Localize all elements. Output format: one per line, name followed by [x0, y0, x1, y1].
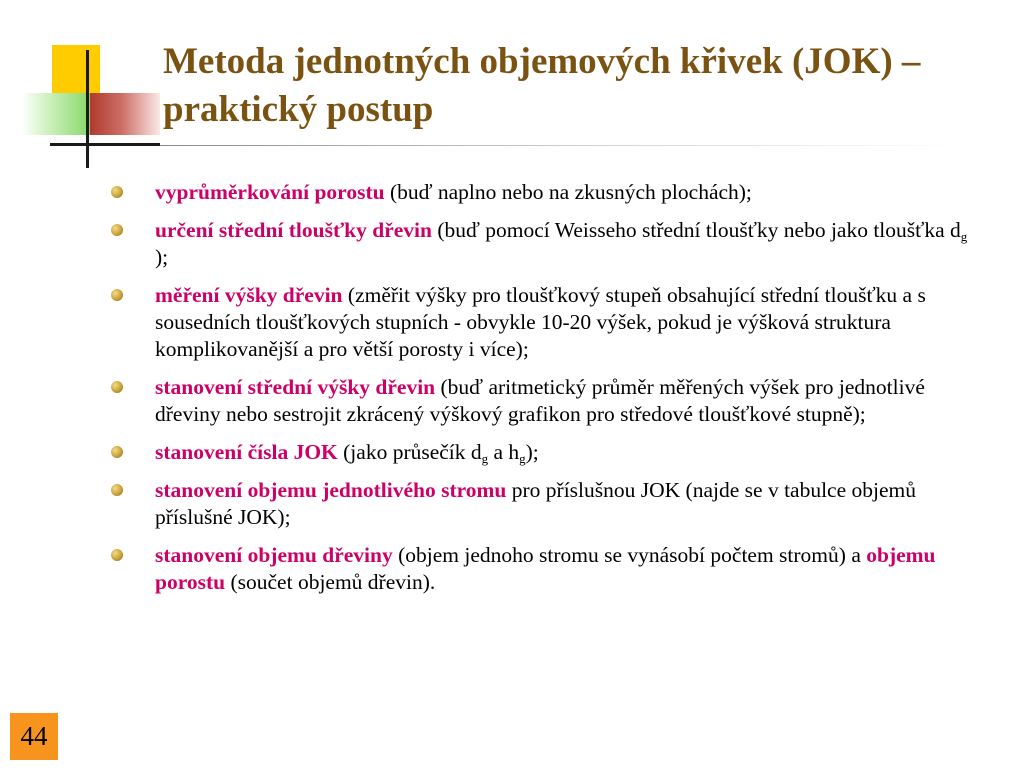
bullet-item — [111, 477, 971, 531]
bullet-detail: ); — [155, 245, 169, 269]
bullet-dot-icon — [111, 446, 123, 458]
bullet-detail: (součet objemů dřevin). — [225, 570, 436, 594]
subscript: g — [960, 229, 968, 244]
bullet-keyword: stanovení objemu jednotlivého stromu — [155, 478, 507, 502]
bullet-item — [111, 282, 971, 363]
bullet-keyword: vyprůměrkování porostu — [155, 180, 385, 204]
decor-red-bar — [90, 93, 160, 135]
bullet-dot-icon — [111, 224, 123, 236]
decor-vertical-line — [86, 50, 89, 168]
bullet-dot-icon — [111, 289, 123, 301]
bullet-keyword: určení střední tloušťky dřevin — [155, 218, 432, 242]
bullet-keyword: stanovení čísla JOK — [155, 440, 338, 464]
bullet-text — [155, 375, 925, 426]
bullet-item — [111, 374, 971, 428]
bullet-item — [111, 179, 971, 206]
bullet-detail: ); — [525, 440, 539, 464]
bullet-keyword: měření výšky dřevin — [155, 283, 343, 307]
bullet-text — [155, 180, 752, 204]
bullet-dot-icon — [111, 381, 123, 393]
subscript: g — [519, 451, 526, 466]
decor-green-bar — [22, 93, 90, 135]
bullet-text — [155, 543, 936, 594]
bullet-keyword: stanovení střední výšky dřevin — [155, 375, 436, 399]
bullet-detail: (buď naplno nebo na zkusných plochách); — [384, 180, 752, 204]
bullet-detail: (jako průsečík d — [337, 440, 482, 464]
bullet-item — [111, 217, 971, 271]
bullet-text — [155, 218, 967, 269]
page-number: 44 — [10, 713, 58, 760]
bullet-dot-icon — [111, 549, 123, 561]
slide-title: Metoda jednotných objemových křivek (JOK) – praktický postup — [163, 41, 921, 130]
bullet-detail: (objem jednoho stromu se vynásobí počtem stromů) a — [392, 543, 867, 567]
decor-horizontal-line — [50, 143, 160, 146]
bullet-keyword: objemu porostu — [155, 543, 936, 594]
bullet-detail: pro příslušnou JOK (najde se v tabulce objemů příslušné JOK); — [155, 478, 917, 529]
bullet-keyword: stanovení objemu dřeviny — [155, 543, 393, 567]
bullet-detail: a h — [488, 440, 520, 464]
bullet-dot-icon — [111, 186, 123, 198]
subscript: g — [481, 451, 489, 466]
bullet-text — [155, 478, 916, 529]
bullet-detail: (buď aritmetický průměr měřených výšek pro jednotlivé dřeviny nebo sestrojit zkrácený výškový grafikon pro středové tloušťkové stupně); — [155, 375, 925, 426]
bullet-item — [111, 542, 971, 596]
bullet-detail: (změřit výšky pro tloušťkový stupeň obsahující střední tloušťku a s sousedních tloušťkových stupních - obvykle 10-20 výšek, pokud je výšková struktura komplikovanější a pro větší porosty i více); — [155, 283, 926, 361]
decor-yellow-square — [52, 45, 100, 100]
bullet-text — [155, 440, 539, 464]
title-underline-rule — [160, 145, 960, 146]
bullet-dot-icon — [111, 484, 123, 496]
bullet-text — [155, 283, 926, 361]
bullet-item — [111, 439, 971, 466]
bullet-detail: (buď pomocí Weisseho střední tloušťky nebo jako tloušťka d — [431, 218, 961, 242]
bullet-list — [111, 179, 971, 607]
